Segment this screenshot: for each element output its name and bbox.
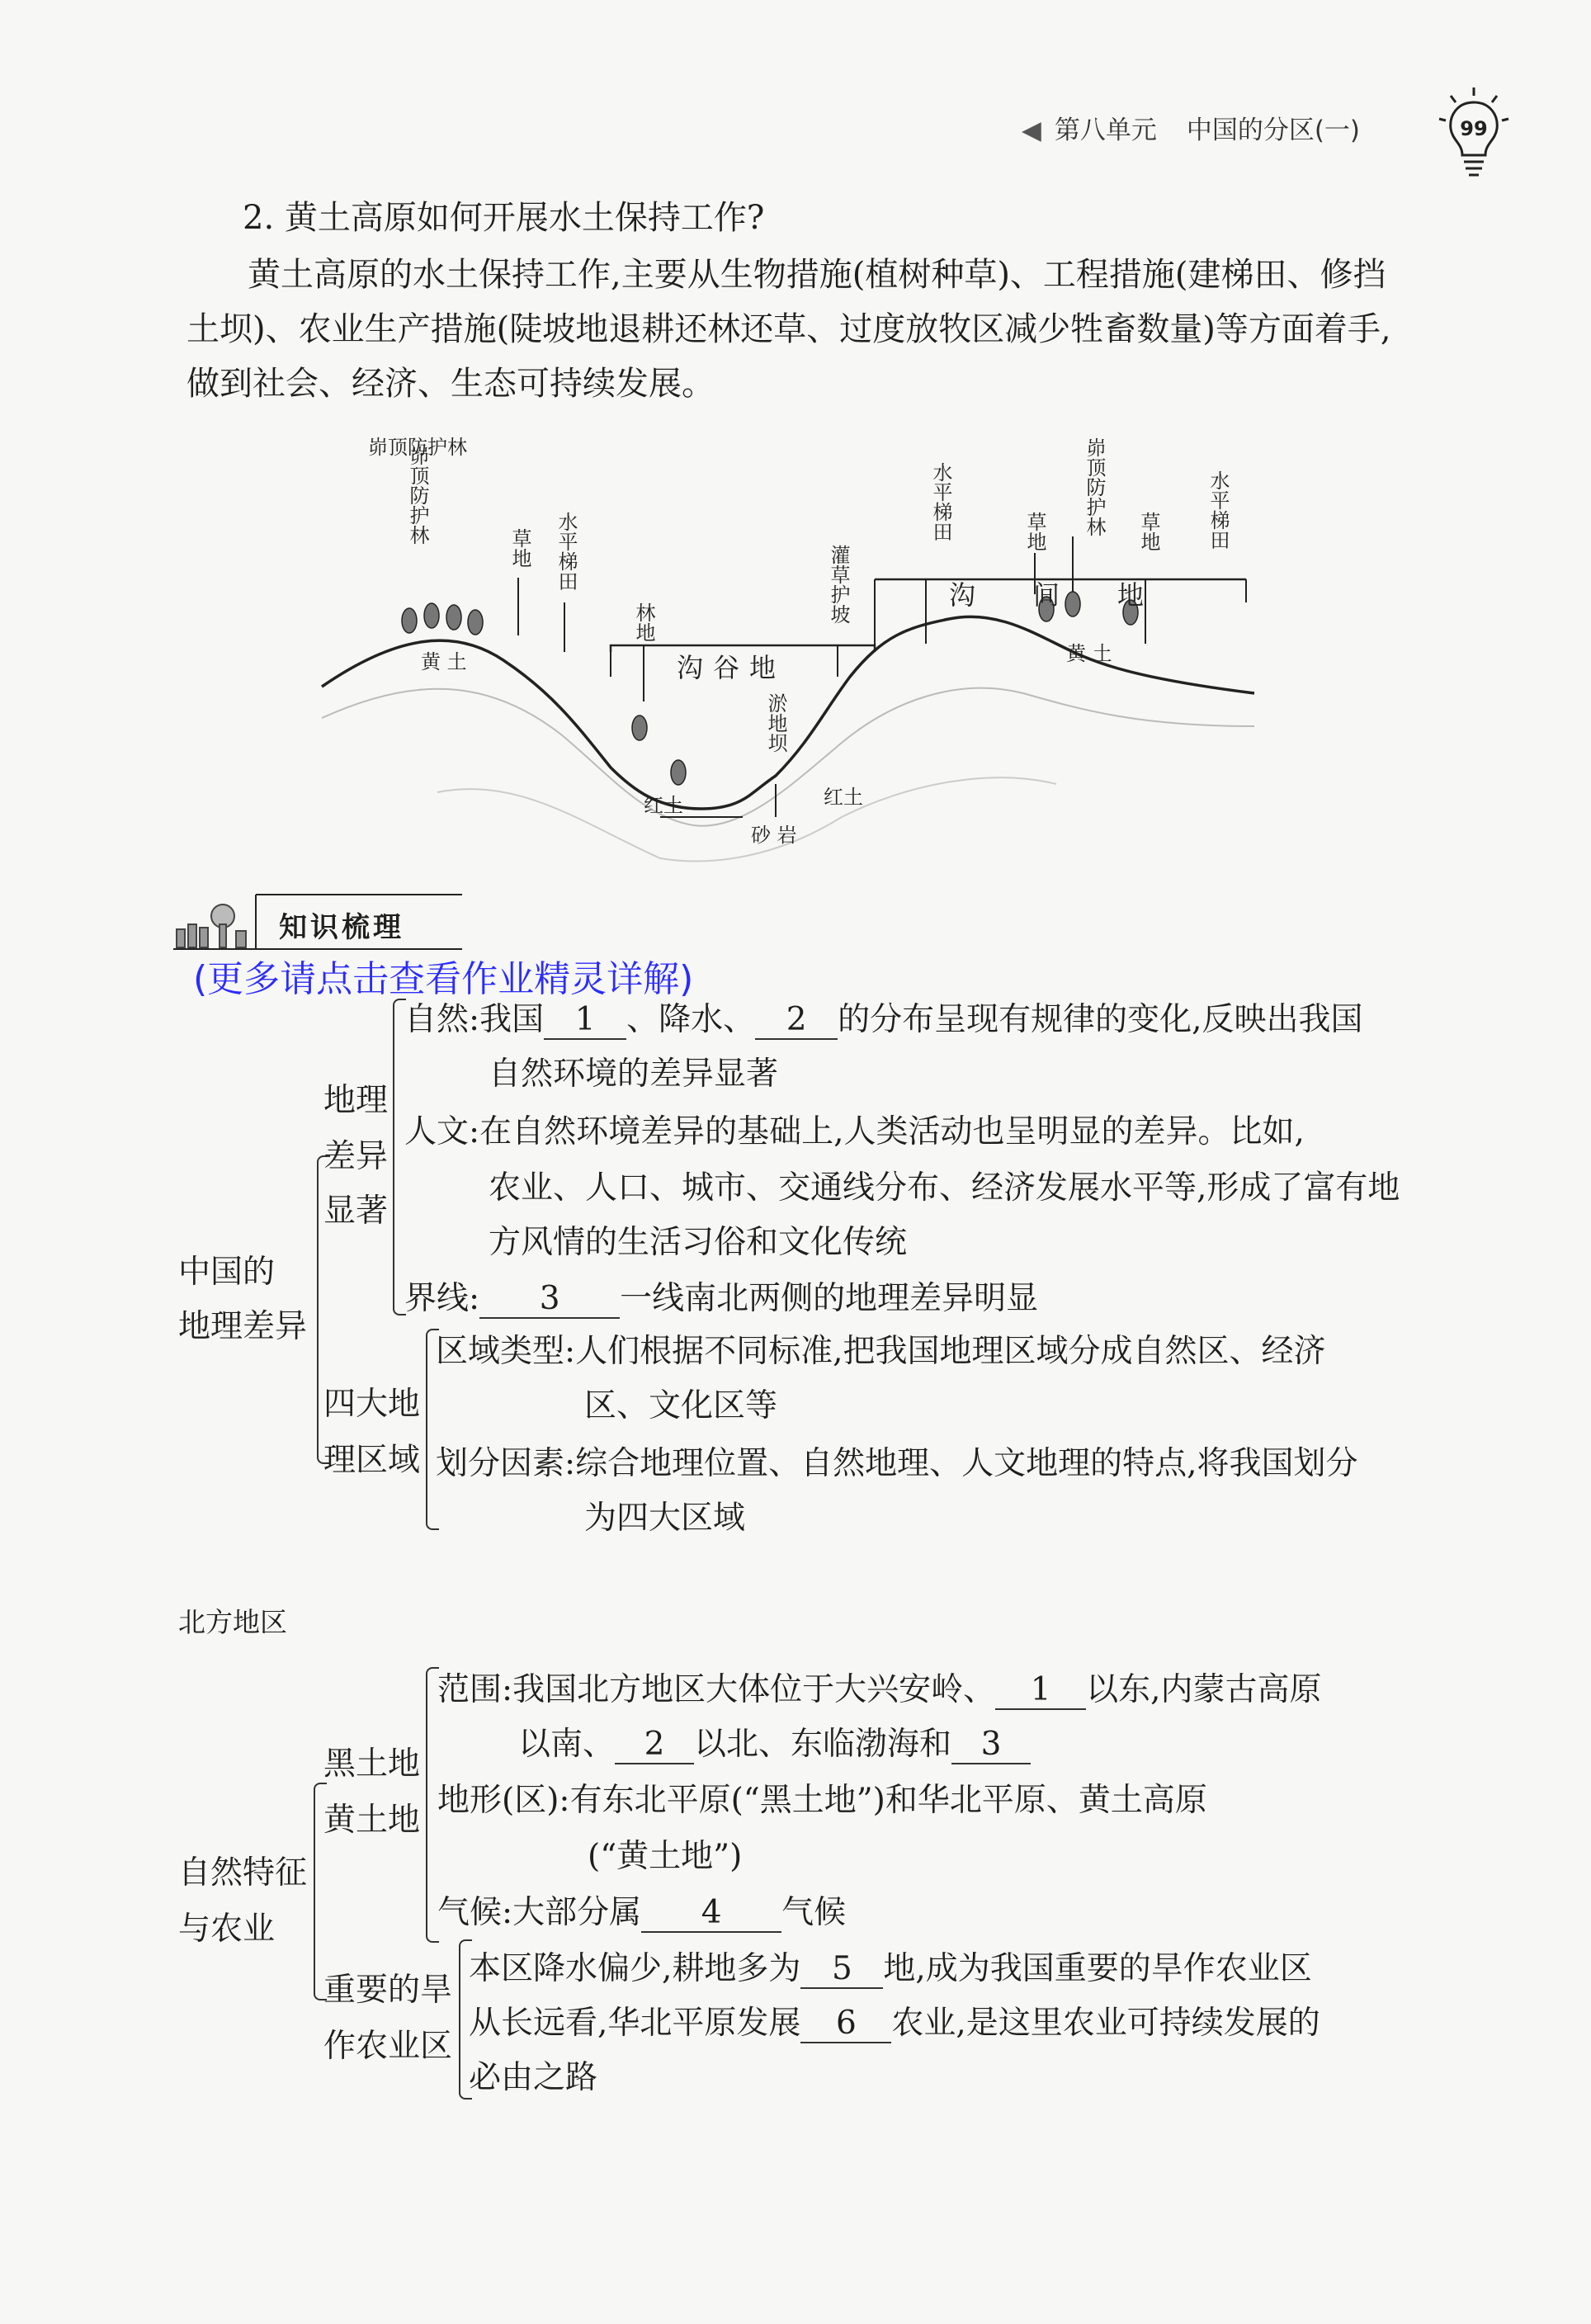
answer-line-1: 黄土高原的水土保持工作,主要从生物措施(植树种草)、工程措施(建梯田、修挡 bbox=[248, 256, 1386, 294]
dixing-line2: (“黄土地”) bbox=[588, 1838, 743, 1875]
branch2-line2: 理区域 bbox=[323, 1442, 421, 1479]
page-header bbox=[1022, 109, 1360, 146]
qihou-line: 气候:大部分属 4 气候 bbox=[437, 1894, 847, 1931]
svg-text:峁顶防护林: 峁顶防护林 bbox=[368, 436, 467, 459]
blank-north-3[interactable]: 3 bbox=[951, 1726, 1031, 1764]
ziran-line1: 自然:我国 1 、降水、 2 的分布呈现有规律的变化,反映出我国 bbox=[404, 1001, 1363, 1038]
blank-1[interactable]: 1 bbox=[544, 1002, 626, 1040]
tree2-branch1-line1: 黑土地 bbox=[323, 1745, 421, 1783]
chapter-title: 中国的分区(一) bbox=[1186, 116, 1361, 145]
quyu-line1: 区域类型:人们根据不同标准,把我国地理区域分成自然区、经济 bbox=[436, 1333, 1326, 1370]
branch2-line1: 四大地 bbox=[323, 1386, 421, 1423]
arrow-left-icon: ◀ bbox=[1022, 116, 1041, 145]
tree2-branch1-line2: 黄土地 bbox=[323, 1802, 421, 1839]
label-shui-ping-3: 水平梯田 bbox=[1206, 470, 1230, 550]
more-details-link[interactable]: (更多请点击查看作业精灵详解) bbox=[193, 958, 694, 1000]
blank-north-1[interactable]: 1 bbox=[995, 1672, 1086, 1710]
tree2-root-line1: 自然特征 bbox=[178, 1854, 308, 1892]
branch1-line1: 地理 bbox=[323, 1082, 389, 1119]
label-gou-gu-di: 沟谷地 bbox=[677, 652, 786, 683]
huafen-line1: 划分因素:综合地理位置、自然地理、人文地理的特点,将我国划分 bbox=[436, 1445, 1358, 1482]
answer-line-3: 做到社会、经济、生态可持续发展。 bbox=[186, 365, 715, 403]
renwen-line3: 方风情的生活习俗和文化传统 bbox=[489, 1224, 908, 1261]
blank-2[interactable]: 2 bbox=[755, 1002, 838, 1040]
tree1-root-line2: 地理差异 bbox=[178, 1308, 308, 1345]
brace bbox=[393, 999, 406, 1316]
page-number: 99 bbox=[1460, 117, 1488, 140]
label-sha-yan: 砂 岩 bbox=[751, 824, 797, 847]
branch1-line2: 差异 bbox=[323, 1138, 389, 1175]
label-cao-di-2: 草地 bbox=[1023, 512, 1046, 551]
blank-north-2[interactable]: 2 bbox=[615, 1726, 694, 1764]
blank-north-6[interactable]: 6 bbox=[800, 2005, 891, 2043]
blank-3[interactable]: 3 bbox=[479, 1281, 620, 1319]
answer-line-2: 土坝)、农业生产措施(陡坡地退耕还林还草、过度放牧区减少牲畜数量)等方面着手, bbox=[186, 310, 1391, 348]
label-mao-ding-2: 峁顶防护林 bbox=[1083, 437, 1106, 536]
sandstone-boundary bbox=[437, 777, 1056, 861]
section-label-north: 北方地区 bbox=[178, 1606, 287, 1638]
section-title: 知识梳理 bbox=[279, 911, 404, 944]
tree2-branch2-line2: 作农业区 bbox=[323, 2028, 453, 2065]
ziran-line2: 自然环境的差异显著 bbox=[489, 1056, 779, 1093]
label-yu-di-ba: 淤地坝 bbox=[764, 693, 787, 753]
label-mao-ding-1: 峁顶防护林 bbox=[406, 446, 429, 545]
fanwei-line2: 以南、 2 以北、东临渤海和 3 bbox=[518, 1718, 1031, 1764]
renwen-line2: 农业、人口、城市、交通线分布、经济发展水平等,形成了富有地 bbox=[489, 1169, 1400, 1207]
label-shui-ping-2: 水平梯田 bbox=[929, 462, 952, 541]
label-shui-ping-1: 水平梯田 bbox=[555, 512, 578, 591]
label-guan-cao: 灌草护坡 bbox=[827, 545, 850, 624]
label-huang-tu-2: 黄 土 bbox=[1066, 642, 1112, 665]
lightbulb-icon bbox=[1434, 86, 1513, 185]
quyu-line2: 区、文化区等 bbox=[584, 1387, 778, 1424]
huafen-line2: 为四大区域 bbox=[584, 1500, 746, 1537]
fanwei-line1: 范围:我国北方地区大体位于大兴安岭、 1 以东,内蒙古高原 bbox=[437, 1671, 1322, 1708]
blank-north-4[interactable]: 4 bbox=[641, 1895, 781, 1933]
tree2-branch2-line1: 重要的旱 bbox=[323, 1972, 453, 2009]
dixing-line1: 地形(区):有东北平原(“黑土地”)和华北平原、黄土高原 bbox=[437, 1782, 1207, 1819]
label-hong-tu-2: 红土 bbox=[824, 786, 863, 809]
unit-title: 第八单元 bbox=[1054, 116, 1157, 145]
nongye-line2: 从长远看,华北平原发展 6 农业,是这里农业可持续发展的 bbox=[469, 2005, 1320, 2042]
label-huang-tu-1: 黄 土 bbox=[421, 650, 467, 673]
jiexian-line: 界线: 3 一线南北两侧的地理差异明显 bbox=[404, 1280, 1039, 1317]
label-gou-jian-di: 沟间地 bbox=[949, 579, 1202, 611]
loess-plateau-diagram bbox=[314, 429, 1271, 875]
blank-north-5[interactable]: 5 bbox=[800, 1951, 883, 1989]
renwen-line1: 人文:在自然环境差异的基础上,人类活动也呈明显的差异。比如, bbox=[404, 1113, 1305, 1150]
tree2-root-line2: 与农业 bbox=[178, 1911, 276, 1948]
label-lin-di: 林地 bbox=[632, 602, 655, 642]
label-cao-di-1: 草地 bbox=[508, 528, 531, 568]
branch1-line3: 显著 bbox=[323, 1193, 389, 1230]
label-cao-di-3: 草地 bbox=[1137, 512, 1160, 551]
tree1-root-line1: 中国的 bbox=[178, 1254, 276, 1291]
nongye-line1: 本区降水偏少,耕地多为 5 地,成为我国重要的旱作农业区 bbox=[469, 1950, 1312, 1987]
question-title: 2. 黄土高原如何开展水土保持工作? bbox=[243, 199, 765, 237]
red-soil-boundary bbox=[322, 688, 1254, 826]
label-hong-tu-1: 红土 bbox=[644, 794, 683, 817]
nongye-line3: 必由之路 bbox=[469, 2059, 598, 2096]
